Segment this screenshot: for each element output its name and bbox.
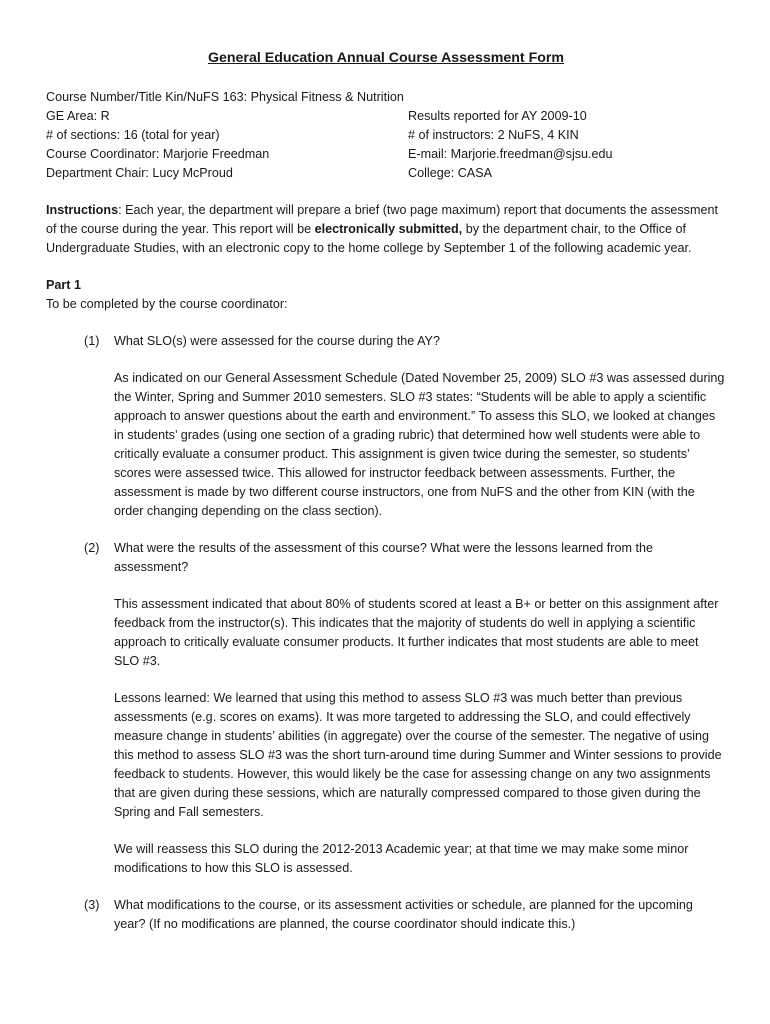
- instructions-label: Instructions: [46, 203, 119, 217]
- instructions-text-after: by the department chair, to the Office of Undergraduate Studies, with an electronic copy to the home college by September 1 of the following academic year.: [46, 222, 692, 255]
- instructions-paragraph: [46, 201, 726, 258]
- part-1-section: [46, 276, 726, 314]
- course-info-block: [46, 88, 726, 183]
- question-item: [84, 896, 726, 934]
- question-number: (2): [84, 541, 100, 555]
- info-row: [46, 126, 726, 145]
- questions-list: [46, 332, 726, 934]
- question-text: What modifications to the course, or its assessment activities or schedule, are planned for the upcoming year? (If no modifications are planned, the course coordinator should indicate this.): [114, 898, 693, 931]
- ge-area: GE Area: R: [46, 109, 110, 123]
- question-body: [114, 896, 726, 934]
- info-row: [46, 164, 726, 183]
- part-1-subheading: To be completed by the course coordinator:: [46, 297, 288, 311]
- coordinator-email: E-mail: Marjorie.freedman@sjsu.edu: [408, 147, 613, 161]
- department-chair: Department Chair: Lucy McProud: [46, 166, 233, 180]
- instructions-text-before: : Each year, the department will prepare a brief (two page maximum) report that documents the assessment of the course during the year. This report will be: [46, 203, 718, 236]
- question-body: [114, 539, 726, 878]
- info-row: [46, 107, 726, 126]
- answer-paragraph: As indicated on our General Assessment Schedule (Dated November 25, 2009) SLO #3 was assessed during the Winter, Spring and Summer 2010 semesters. SLO #3 states: “Students will be able to apply a scientific approach to answer questions about the earth and environment.” To assess this SLO, we looked at changes in students’ grades (using one section of a grading rubric) that determined how well students were able to critically evaluate a consumer product. This assignment is given twice during the semester, so students’ scores were assessed twice. This allowed for instructor feedback between assessments. Further, the assessment is made by two different course instructors, one from NuFS and the other from KIN (with the order changing depending on the class section).: [114, 371, 725, 518]
- info-row: [46, 145, 726, 164]
- assessment-form-page: [46, 48, 726, 934]
- answer-paragraph: This assessment indicated that about 80% of students scored at least a B+ or better on this assignment after feedback from the instructor(s). This indicates that the majority of students do well in applying a scientific approach to critically evaluate consumer products. It further indicates that most students are able to meet SLO #3.: [114, 597, 719, 668]
- course-number-title: Course Number/Title Kin/NuFS 163: Physical Fitness & Nutrition: [46, 90, 404, 104]
- question-body: [114, 332, 726, 521]
- part-1-heading: Part 1: [46, 278, 82, 292]
- instructions-bold-text: electronically submitted,: [314, 222, 463, 236]
- question-item: [84, 539, 726, 878]
- answer-paragraph: Lessons learned: We learned that using this method to assess SLO #3 was much better than previous assessments (e.g. scores on exams). It was more targeted to addressing the SLO, and could effectively measure change in students’ abilities (in aggregate) over the course of the semester. The negative of using this method to assess SLO #3 was the short turn-around time during Summer and Winter sessions to provide feedback to students. However, this would likely be the case for assessing change on any two assignments that are given during these sessions, which are naturally compressed compared to those given during the Spring and Fall semesters.: [114, 691, 722, 819]
- page-title: General Education Annual Course Assessment Form: [207, 50, 565, 66]
- answer-paragraph: We will reassess this SLO during the 2012-2013 Academic year; at that time we may make some minor modifications to how this SLO is assessed.: [114, 842, 689, 875]
- question-text: What SLO(s) were assessed for the course during the AY?: [114, 334, 440, 348]
- question-number: (3): [84, 898, 100, 912]
- question-text: What were the results of the assessment of this course? What were the lessons learned from the assessment?: [114, 541, 653, 574]
- number-of-sections: # of sections: 16 (total for year): [46, 128, 220, 142]
- number-of-instructors: # of instructors: 2 NuFS, 4 KIN: [408, 128, 579, 142]
- results-reported: Results reported for AY 2009-10: [408, 109, 587, 123]
- question-number: (1): [84, 334, 100, 348]
- question-item: [84, 332, 726, 521]
- course-coordinator: Course Coordinator: Marjorie Freedman: [46, 147, 270, 161]
- college: College: CASA: [408, 166, 492, 180]
- info-row: [46, 88, 726, 107]
